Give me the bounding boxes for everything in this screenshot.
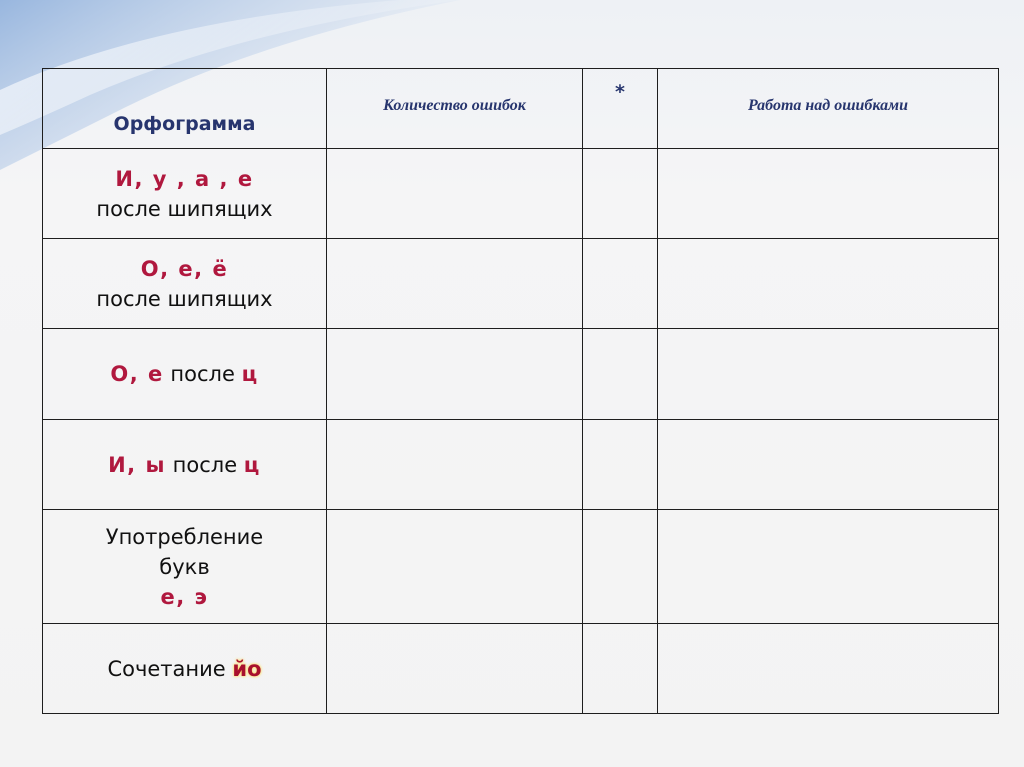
spelling-letters: И, у , а , е (115, 166, 254, 191)
spelling-middle: после (165, 452, 244, 477)
error-work-cell[interactable] (658, 624, 999, 714)
spelling-rest: после шипящих (96, 196, 273, 221)
error-work-cell[interactable] (658, 149, 999, 239)
spelling-tail: ц (243, 452, 261, 477)
star-cell[interactable] (583, 149, 658, 239)
spelling-letters: И, ы (108, 452, 166, 477)
table-row (43, 624, 999, 714)
error-count-cell[interactable] (327, 624, 583, 714)
spelling-cell (43, 510, 327, 624)
header-spelling: Орфограмма (113, 113, 256, 135)
header-spelling-cell (43, 69, 327, 149)
spelling-letters: О, е (110, 362, 164, 386)
table-row (43, 329, 999, 420)
table-row (43, 510, 999, 624)
spelling-cell (43, 149, 327, 239)
spelling-letters: е, э (160, 584, 209, 609)
error-work-cell[interactable] (658, 329, 999, 420)
error-work-cell[interactable] (658, 239, 999, 329)
spelling-line2: букв (159, 554, 210, 579)
spelling-line1: Употребление (105, 524, 264, 549)
spelling-cell (43, 329, 327, 420)
spelling-letters: О, е, ё (140, 256, 229, 281)
star-cell[interactable] (583, 420, 658, 510)
header-star-cell (583, 69, 658, 149)
error-work-cell[interactable] (658, 510, 999, 624)
header-error-count-cell (327, 69, 583, 149)
error-count-cell[interactable] (327, 420, 583, 510)
spelling-rest: после шипящих (96, 286, 273, 311)
header-error-work-cell (658, 69, 999, 149)
table-header-row (43, 69, 999, 149)
spelling-cell (43, 624, 327, 714)
table-row (43, 149, 999, 239)
spelling-tail: ц (241, 362, 259, 386)
spelling-middle: после (163, 362, 242, 386)
error-count-cell[interactable] (327, 329, 583, 420)
error-count-cell[interactable] (327, 149, 583, 239)
spelling-cell (43, 420, 327, 510)
spelling-cell (43, 239, 327, 329)
spelling-highlight: йо (232, 656, 262, 681)
spelling-prefix: Сочетание (107, 656, 233, 681)
error-count-cell[interactable] (327, 510, 583, 624)
header-error-count: Количество ошибок (383, 97, 526, 114)
error-count-cell[interactable] (327, 239, 583, 329)
header-star: * (615, 81, 625, 103)
header-error-work: Работа над ошибками (748, 97, 908, 114)
star-cell[interactable] (583, 510, 658, 624)
table-row (43, 420, 999, 510)
error-work-cell[interactable] (658, 420, 999, 510)
star-cell[interactable] (583, 624, 658, 714)
table-row (43, 239, 999, 329)
star-cell[interactable] (583, 329, 658, 420)
spelling-errors-table (42, 68, 999, 714)
star-cell[interactable] (583, 239, 658, 329)
